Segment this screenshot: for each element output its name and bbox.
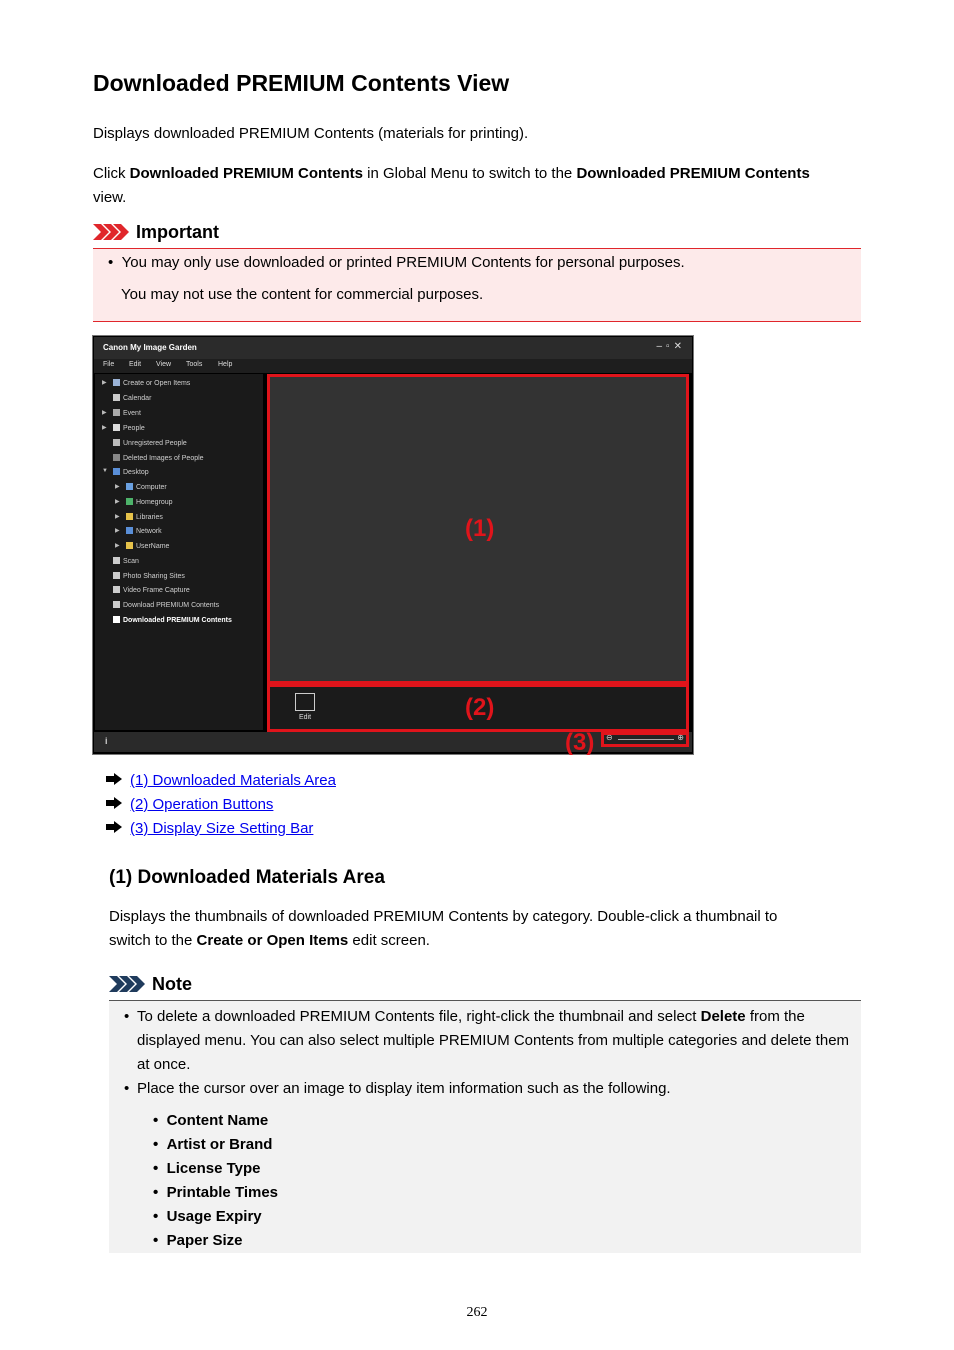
tree-item: Computer: [126, 483, 167, 491]
info-item: • Printable Times: [153, 1184, 279, 1201]
info-item: • Content Name: [153, 1112, 269, 1129]
info-item: • Usage Expiry: [153, 1208, 262, 1225]
menu-view: View: [156, 361, 172, 368]
note-header: [109, 973, 861, 1001]
intro-text: Displays downloaded PREMIUM Contents (materials for printing).: [93, 125, 529, 142]
menu-file: File: [103, 361, 115, 368]
info-item: • Paper Size: [153, 1232, 243, 1249]
section-heading: (1) Downloaded Materials Area: [109, 867, 385, 888]
app-title: Canon My Image Garden: [103, 343, 197, 352]
section-text: Displays the thumbnails of downloaded PREMIUM Contents by category. Double-click a thumbnail to switch to the Create or Open Items edit screen.: [109, 908, 778, 949]
link-downloaded-materials-area[interactable]: (1) Downloaded Materials Area: [130, 772, 336, 789]
important-header: [93, 221, 861, 249]
tree-item: Video Frame Capture: [113, 586, 190, 594]
tree-item: Unregistered People: [113, 439, 187, 447]
tree-item: Scan: [113, 557, 139, 565]
tree-item: Network: [126, 527, 162, 535]
display-size-setting-bar: [601, 732, 689, 747]
info-icon: i: [105, 736, 108, 746]
info-item: • Artist or Brand: [153, 1136, 273, 1153]
tree-item: Photo Sharing Sites: [113, 572, 185, 580]
tree-item: Download PREMIUM Contents: [113, 601, 219, 609]
important-item: • You may only use downloaded or printed PREMIUM Contents for personal purposes.: [108, 254, 685, 271]
page-title: Downloaded PREMIUM Contents View: [93, 70, 510, 96]
edit-button: Edit: [290, 693, 320, 721]
area-label-2: (2): [465, 694, 495, 721]
page-number: 262: [466, 1305, 488, 1320]
tree-item: Event: [113, 409, 141, 417]
note-body: [109, 1001, 861, 1253]
info-item: • License Type: [153, 1160, 261, 1177]
edit-icon: [295, 693, 315, 711]
important-arrows-icon: [93, 224, 131, 240]
tree-item: Deleted Images of People: [113, 454, 204, 462]
app-titlebar: [94, 337, 692, 359]
window-controls-icon: –▫✕: [656, 341, 686, 352]
menu-tools: Tools: [186, 361, 203, 368]
note-item: • Place the cursor over an image to display item information such as the following.: [124, 1080, 671, 1097]
app-sidebar: ▶ Create or Open Items Calendar ▶ Event ▶ People Unregistered People Deleted Images of People ▼ Desktop ▶ Computer ▶ Homegroup ▶ Libraries ▶ Network ▶ UserName Scan Photo Sharing Sites Video Frame Capture Download PREMIUM Contents Downloaded PREMIUM Contents: [95, 374, 263, 730]
area-label-3: (3): [565, 729, 595, 756]
tree-item-selected: Downloaded PREMIUM Contents: [113, 616, 232, 624]
important-item-cont: You may not use the content for commercial purposes.: [121, 286, 484, 303]
size-slider: [618, 739, 674, 740]
operation-buttons-area: [267, 684, 689, 732]
tree-item: People: [113, 424, 145, 432]
tree-item: UserName: [126, 542, 169, 550]
right-arrow-icon: [106, 773, 122, 785]
important-label: Important: [136, 222, 219, 242]
link-operation-buttons[interactable]: (2) Operation Buttons: [130, 796, 274, 813]
important-body: [93, 249, 861, 322]
note-item: • To delete a downloaded PREMIUM Contents file, right-click the thumbnail and select Delete from the displayed menu. You can also select multiple PREMIUM Contents from multiple categories and delete them at once.: [124, 1008, 850, 1073]
menu-help: Help: [218, 361, 233, 368]
app-menubar: [94, 359, 692, 373]
note-label: Note: [152, 974, 192, 994]
link-item: [106, 796, 273, 813]
zoom-in-icon: ⊕: [677, 733, 684, 742]
note-arrows-icon: [109, 976, 147, 992]
tree-item: Calendar: [113, 394, 151, 402]
area-label-1: (1): [465, 515, 495, 542]
tree-item: Create or Open Items: [113, 379, 190, 387]
menu-edit: Edit: [129, 361, 142, 368]
tree-item: Desktop: [113, 468, 149, 476]
tree-item: Libraries: [126, 513, 163, 521]
downloaded-materials-area: [267, 374, 689, 684]
right-arrow-icon: [106, 821, 122, 833]
right-arrow-icon: [106, 797, 122, 809]
click-instruction: Click Downloaded PREMIUM Contents in Global Menu to switch to the Downloaded PREMIUM Contents view.: [93, 165, 810, 206]
link-display-size-setting-bar[interactable]: (3) Display Size Setting Bar: [130, 820, 314, 837]
tree-item: Homegroup: [126, 498, 173, 506]
link-item: [106, 772, 336, 789]
app-screenshot: [92, 335, 694, 755]
zoom-out-icon: ⊖: [606, 733, 613, 742]
link-item: [106, 820, 313, 837]
